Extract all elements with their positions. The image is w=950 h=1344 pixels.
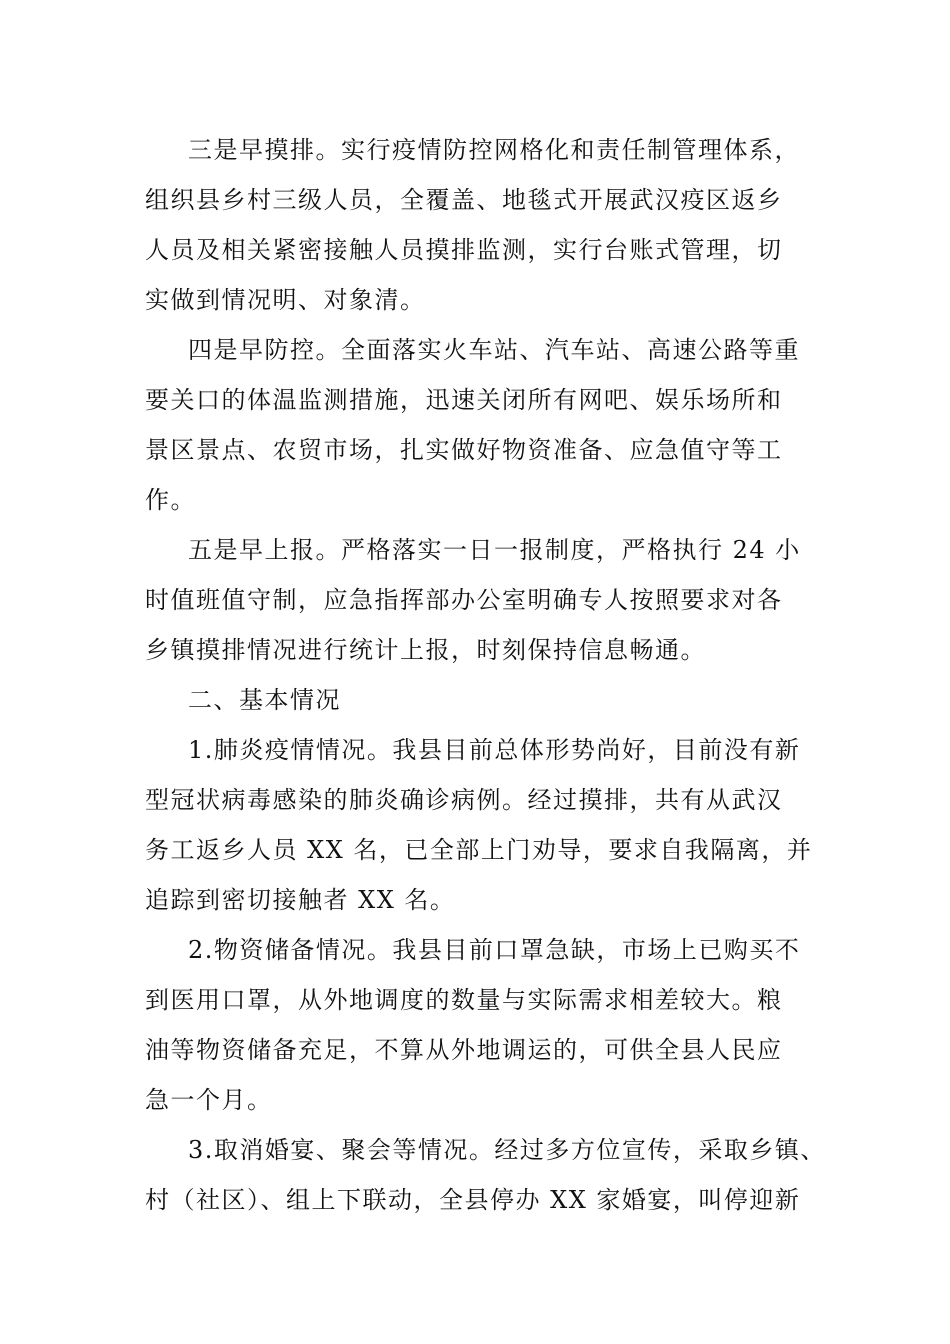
paragraph-line: 景区景点、农贸市场，扎实做好物资准备、应急值守等工 — [145, 436, 783, 464]
paragraph-line: 组织县乡村三级人员，全覆盖、地毯式开展武汉疫区返乡 — [145, 186, 783, 214]
paragraph-line: 村（社区）、组上下联动，全县停办 XX 家婚宴，叫停迎新 — [145, 1186, 801, 1214]
paragraph-line: 四是早防控。全面落实火车站、汽车站、高速公路等重 — [188, 336, 800, 364]
paragraph-line: 追踪到密切接触者 XX 名。 — [145, 886, 456, 914]
paragraph-line: 五是早上报。严格落实一日一报制度，严格执行 24 小 — [188, 536, 801, 564]
paragraph-line: 要关口的体温监测措施，迅速关闭所有网吧、娱乐场所和 — [145, 386, 783, 414]
paragraph-line: 1.肺炎疫情情况。我县目前总体形势尚好，目前没有新 — [188, 736, 801, 764]
paragraph-line: 到医用口罩，从外地调度的数量与实际需求相差较大。粮 — [145, 986, 783, 1014]
paragraph-line: 作。 — [145, 486, 196, 514]
paragraph-line: 油等物资储备充足，不算从外地调运的，可供全县人民应 — [145, 1036, 783, 1064]
section-heading: 二、基本情况 — [188, 686, 341, 714]
paragraph-line: 时值班值守制，应急指挥部办公室明确专人按照要求对各 — [145, 586, 783, 614]
paragraph-line: 2.物资储备情况。我县目前口罩急缺，市场上已购买不 — [188, 936, 801, 964]
paragraph-line: 务工返乡人员 XX 名，已全部上门劝导，要求自我隔离，并 — [145, 836, 813, 864]
paragraph-line: 三是早摸排。实行疫情防控网格化和责任制管理体系， — [188, 136, 800, 164]
paragraph-line: 实做到情况明、对象清。 — [145, 286, 426, 314]
paragraph-line: 3.取消婚宴、聚会等情况。经过多方位宣传，采取乡镇、 — [188, 1136, 826, 1164]
paragraph-line: 人员及相关紧密接触人员摸排监测，实行台账式管理，切 — [145, 236, 783, 264]
paragraph-line: 型冠状病毒感染的肺炎确诊病例。经过摸排，共有从武汉 — [145, 786, 783, 814]
paragraph-line: 乡镇摸排情况进行统计上报，时刻保持信息畅通。 — [145, 636, 706, 664]
paragraph-line: 急一个月。 — [145, 1086, 273, 1114]
